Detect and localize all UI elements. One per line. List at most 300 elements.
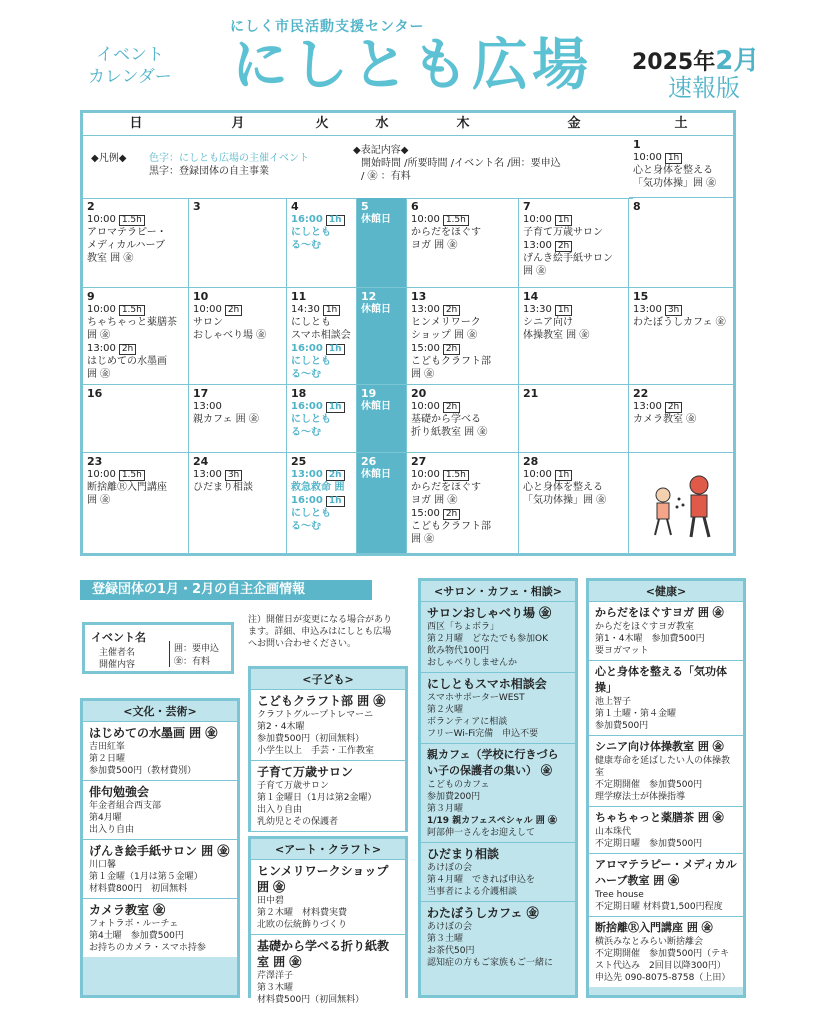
center-name: にしく市民活動支援センター (230, 19, 425, 35)
entry-title: 俳句勉強会 (89, 785, 150, 799)
event-time (87, 303, 184, 316)
duration: 2h (326, 470, 345, 481)
day-cell-5 (357, 198, 407, 288)
key-content: 開催内容 (99, 660, 136, 670)
day-number: 2 (87, 200, 95, 213)
day-cell-1 (629, 136, 733, 198)
event-name: アロマテラピー・ (87, 227, 167, 238)
event-time (411, 303, 514, 316)
event-name-4: 囲 ㊎ (411, 534, 435, 545)
list-item (421, 744, 575, 843)
notice-line-3: へお問い合わせください。 (248, 639, 357, 649)
entry-line: 当事者による介護相談 (427, 887, 518, 897)
legend-yen-line: / ㊎ ：有料 (361, 171, 411, 182)
entry-title: ヒンメリワークショップ 囲 ㊎ (257, 864, 389, 894)
day-cell-21 (519, 385, 629, 453)
day-cell-14 (519, 288, 629, 385)
list-item (83, 722, 237, 781)
event-time-2 (523, 239, 624, 252)
day-number: 24 (193, 455, 209, 468)
day-cell-18 (287, 385, 357, 453)
time: 13:00 (633, 304, 662, 315)
event-name-3: はじめての水墨画 (87, 356, 167, 367)
entry-line: 要ヨガマット (595, 646, 649, 656)
day-number: 9 (87, 290, 95, 303)
event-name: サロン (193, 317, 223, 328)
time: 10:00 (633, 152, 662, 163)
key-fee: ㊎：有料 (174, 657, 211, 667)
day-number: 4 (291, 200, 299, 213)
event-time-2 (411, 507, 514, 520)
entry-title: こどもクラフト部 囲 ㊎ (257, 694, 386, 708)
event-name-2: 「気功体操」囲 ㊎ (523, 495, 607, 506)
legend-content-head: ◆表記内容◆ (353, 145, 409, 156)
duration: 2h (443, 305, 460, 316)
time: 13:00 (291, 469, 323, 480)
day-number: 12 (361, 290, 377, 303)
event-name-2: ヨガ 囲 ㊎ (411, 240, 458, 251)
entry-line: 第３土曜 (427, 934, 464, 944)
time: 13:00 (411, 304, 440, 315)
day-cell-19 (357, 385, 407, 453)
event-name-3: こどもクラフト部 (411, 521, 491, 532)
event-name: ヒンメリワーク (411, 317, 481, 328)
entry-line: 不定期日曜 材料費1,500円程度 (595, 902, 723, 912)
entry-line: 出入り自由 (257, 805, 303, 815)
legend-color-line: 色字：にしとも広場の主催イベント (149, 153, 309, 164)
kids-heading: <子ども> (251, 669, 405, 690)
entry-title: わたぼうしカフェ ㊎ (427, 906, 539, 920)
flash-edition: 速報版 (668, 74, 740, 102)
event-name: シニア向け (523, 317, 573, 328)
duration: 1.5h (119, 305, 145, 316)
time: 10:00 (193, 304, 222, 315)
salon-cafe-box (418, 578, 578, 998)
entry-title: 親カフェ（学校に行きづらい子の保護者の集い） ㊎ (427, 748, 559, 777)
legend-key-box (82, 622, 234, 674)
duration: 1h (555, 305, 572, 316)
day-number: 10 (193, 290, 209, 303)
entry-line: 横浜みなとみらい断捨離会 (595, 937, 704, 947)
time: 13:00 (633, 401, 662, 412)
day-number: 26 (361, 455, 377, 468)
entry-line: 第4土曜 参加費500円 (89, 931, 184, 941)
time: 10:00 (411, 469, 440, 480)
day-number: 5 (361, 200, 369, 213)
closed-label: 休館日 (361, 214, 391, 225)
day-cell-28 (519, 453, 629, 553)
event-name-2: 「気功体操」囲 ㊎ (633, 178, 717, 189)
entry-line: フリーWi-Fi完備 申込不要 (427, 729, 539, 739)
entry-line: 第2・4木曜 (257, 722, 305, 732)
art-craft-box (248, 836, 408, 1005)
duration: 1.5h (119, 215, 145, 226)
time: 10:00 (87, 214, 116, 225)
oni-and-child-illustration (633, 455, 729, 545)
time: 10:00 (523, 469, 552, 480)
entry-title: げんき絵手紙サロン 囲 ㊎ (89, 844, 230, 858)
event-name-2: る〜む (291, 427, 321, 438)
event-name: 救急救命 囲 (291, 482, 345, 493)
event-name: ひだまり相談 (193, 482, 253, 493)
day-number: 21 (523, 387, 539, 400)
day-number: 3 (193, 200, 201, 213)
time: 15:00 (411, 508, 440, 519)
event-name-2: メディカルハーブ (87, 240, 165, 251)
entry-line: 吉田紅峯 (89, 742, 126, 752)
duration: 2h (225, 305, 242, 316)
list-item (589, 602, 743, 661)
event-time: 13:00 (193, 401, 222, 412)
entry-line: あけぼの会 (427, 863, 473, 873)
time: 16:00 (291, 401, 323, 412)
event-time-2 (291, 494, 352, 507)
day-cell-27 (407, 453, 519, 553)
event-name: 心と身体を整える (523, 482, 603, 493)
entry-line: 不定期日曜 参加費500円 (595, 839, 703, 849)
event-name-3: こどもクラフト部 (411, 356, 491, 367)
list-item (83, 899, 237, 957)
salon-heading: <サロン・カフェ・相談> (421, 581, 575, 602)
list-item (589, 661, 743, 736)
entry-line: こどものカフェ (427, 780, 490, 790)
list-item (421, 902, 575, 972)
time: 10:00 (411, 214, 440, 225)
day-header-tue: 火 (287, 113, 357, 136)
duration: 1h (326, 402, 345, 413)
event-time (523, 468, 624, 481)
month-text: 2月 (715, 46, 760, 76)
entry-title: サロンおしゃべり場 ㊎ (427, 606, 552, 620)
entry-line: 第4月曜 (89, 813, 122, 823)
event-name-2: 折り紙教室 囲 ㊎ (411, 427, 488, 438)
legend-black-line: 黒字：登録団体の自主事業 (149, 166, 269, 177)
duration: 1h (555, 470, 572, 481)
section-title-bar: 登録団体の1月・2月の自主企画情報 (80, 580, 372, 600)
closed-label: 休館日 (361, 401, 391, 412)
event-calendar-label (88, 44, 172, 88)
event-time (291, 303, 352, 316)
day-number: 23 (87, 455, 103, 468)
event-name: ちゃちゃっと薬膳茶 (87, 317, 177, 328)
event-time (411, 213, 514, 226)
list-item (83, 781, 237, 840)
time: 10:00 (87, 304, 116, 315)
day-cell-13 (407, 288, 519, 385)
day-cell-15 (629, 288, 733, 385)
event-time (291, 468, 352, 481)
entry-line: 不定期開催 参加費500円 (595, 780, 703, 790)
day-header-sat: 土 (629, 113, 733, 136)
event-name-2: にしとも (291, 508, 331, 519)
day-number: 11 (291, 290, 307, 303)
day-cell-2 (83, 198, 189, 288)
entry-line: 材料費500円（初回無料） (257, 995, 365, 1005)
entry-line: 申込先 090-8075-8758（上田） (595, 973, 731, 983)
duration: 2h (555, 241, 572, 252)
entry-line: 田中碧 (257, 896, 285, 906)
entry-line: 第２火曜 (427, 705, 464, 715)
art-heading: <アート・クラフト> (251, 839, 405, 860)
entry-line: 第１土曜・第４金曜 (595, 709, 677, 719)
list-item (421, 602, 575, 673)
event-name: 基礎から学べる (411, 414, 481, 425)
list-item (251, 761, 405, 831)
entry-line: 出入り自由 (89, 825, 135, 835)
key-right (169, 641, 219, 667)
duration: 2h (119, 344, 136, 355)
day-number: 7 (523, 200, 531, 213)
event-name-2: ショップ 囲 ㊎ (411, 330, 478, 341)
entry-title: にしともスマホ相談会 (427, 677, 547, 691)
entry-line: フォトラボ・ルーチェ (89, 919, 179, 929)
day-cell-11 (287, 288, 357, 385)
entry-line: 理学療法士が体操指導 (595, 792, 686, 802)
event-name: 心と身体を整える (633, 165, 713, 176)
day-cell-12 (357, 288, 407, 385)
event-name-2: 囲 ㊎ (87, 495, 111, 506)
event-name-2: る〜む (291, 240, 321, 251)
time: 10:00 (523, 214, 552, 225)
time: 13:00 (523, 240, 552, 251)
kids-box (248, 666, 408, 832)
day-cell-20 (407, 385, 519, 453)
entry-line: 阿部伸一さんをお迎えして (427, 828, 536, 838)
year-text: 2025年 (632, 50, 716, 75)
duration: 1h (326, 496, 345, 507)
list-item (589, 917, 743, 987)
event-name-4: 囲 ㊎ (87, 369, 111, 380)
entry-line: お持ちのカメラ・スマホ持参 (89, 943, 206, 953)
entry-line: 材料費800円 初回無料 (89, 884, 188, 894)
list-item (421, 843, 575, 902)
notice-line-1: 注）開催日が変更になる場合があり (248, 615, 393, 625)
day-cell-9 (83, 288, 189, 385)
event-name-3: にしとも (291, 356, 331, 367)
day-number: 27 (411, 455, 427, 468)
day-number: 20 (411, 387, 427, 400)
key-organizer: 主催者名 (99, 648, 136, 658)
entry-line: 第２木曜 材料費実費 (257, 908, 348, 918)
day-number: 28 (523, 455, 539, 468)
day-number: 16 (87, 387, 103, 400)
day-cell-22 (629, 385, 733, 453)
day-number: 1 (633, 138, 641, 151)
day-number: 13 (411, 290, 427, 303)
event-name-2: おしゃべり場 ㊎ (193, 330, 267, 341)
entry-line: 芹澤洋子 (257, 971, 294, 981)
entry-line: 第３月曜 (427, 804, 464, 814)
entry-title: 断捨離Ⓡ入門講座 囲 ㊎ (595, 921, 713, 934)
duration: 1h (326, 344, 345, 355)
day-header-thu: 木 (407, 113, 519, 136)
entry-line: 小学生以上 手芸・工作教室 (257, 746, 375, 756)
event-name: 断捨離Ⓡ入門講座 (87, 482, 167, 493)
day-number: 8 (633, 200, 641, 213)
time: 13:00 (87, 343, 116, 354)
event-time (633, 400, 729, 413)
day-cell-3 (189, 198, 287, 288)
duration: 2h (443, 402, 460, 413)
entry-title: はじめての水墨画 囲 ㊎ (89, 726, 218, 740)
entry-line: スマホサポーターWEST (427, 693, 525, 703)
closed-label: 休館日 (361, 304, 391, 315)
event-name: わたぼうしカフェ ㊎ (633, 317, 726, 328)
event-time-2 (291, 342, 352, 355)
key-title: イベント名 (91, 631, 146, 644)
day-number: 15 (633, 290, 649, 303)
page-title: にしとも広場 (232, 33, 592, 98)
time: 13:00 (193, 469, 222, 480)
event-name: 子育て万歳サロン (523, 227, 603, 238)
duration: 1.5h (119, 470, 145, 481)
duration: 1h (665, 153, 682, 164)
entry-line: 第１金曜日（1月は第2金曜） (257, 793, 377, 803)
entry-line: 乳幼児とその保護者 (257, 817, 339, 827)
entry-line: 第４月曜 できれば申込を (427, 875, 536, 885)
event-name: にしとも (291, 414, 331, 425)
duration: 1h (555, 215, 572, 226)
event-name: 親カフェ 囲 ㊎ (193, 414, 259, 425)
duration: 1h (326, 215, 345, 226)
day-number: 18 (291, 387, 307, 400)
event-time (291, 400, 352, 413)
day-cell-6 (407, 198, 519, 288)
health-heading: <健康> (589, 581, 743, 602)
event-time (291, 213, 352, 226)
entry-line: 西区「ちょボラ」 (427, 622, 500, 632)
day-number: 17 (193, 387, 209, 400)
list-item (251, 935, 405, 1009)
duration: 1.5h (443, 215, 469, 226)
duration: 3h (225, 470, 242, 481)
time: 16:00 (291, 343, 323, 354)
entry-line: あけぼの会 (427, 922, 473, 932)
entry-title: 基礎から学べる折り紙教室 囲 ㊎ (257, 939, 390, 969)
day-cell-7 (519, 198, 629, 288)
time: 14:30 (291, 304, 320, 315)
entry-title: ちゃちゃっと薬膳茶 囲 ㊎ (595, 811, 724, 824)
list-item (251, 860, 405, 935)
event-name-3: 教室 囲 ㊎ (87, 253, 134, 264)
day-header-fri: 金 (519, 113, 629, 136)
event-name-2: げんき絵手紙サロン (523, 253, 613, 264)
entry-line: お茶代50円 (427, 946, 475, 956)
entry-line: 参加費500円（初回無料） (257, 734, 365, 744)
duration: 3h (665, 305, 682, 316)
day-cell-24 (189, 453, 287, 553)
entry-line: 第２月曜 どなたでも参加OK (427, 634, 548, 644)
day-number: 19 (361, 387, 377, 400)
illustration-cell (629, 453, 733, 553)
event-time (87, 468, 184, 481)
event-name-4: る〜む (291, 369, 321, 380)
event-name: カメラ教室 ㊎ (633, 414, 697, 425)
day-cell-4 (287, 198, 357, 288)
health-box (586, 578, 746, 998)
list-item (421, 673, 575, 744)
day-header-mon: 月 (189, 113, 287, 136)
event-name: からだをほぐす (411, 482, 481, 493)
event-name-2: ヨガ 囲 ㊎ (411, 495, 458, 506)
list-item (589, 854, 743, 917)
event-time (87, 213, 184, 226)
event-time (633, 151, 729, 164)
event-name-3: る〜む (291, 521, 321, 532)
entry-line: 第２日曜 (89, 754, 126, 764)
event-name-2: 囲 ㊎ (87, 330, 111, 341)
key-application: 囲：要申込 (174, 644, 220, 654)
list-item (589, 807, 743, 854)
event-time-2 (411, 342, 514, 355)
entry-title: ひだまり相談 (427, 847, 500, 861)
time: 16:00 (291, 495, 323, 506)
entry-line: 第1・4木曜 参加費500円 (595, 634, 705, 644)
event-time (633, 303, 729, 316)
list-item (251, 690, 405, 761)
day-number: 14 (523, 290, 539, 303)
duration: 2h (443, 509, 460, 520)
duration: 2h (665, 402, 682, 413)
entry-line: 子育て万歳サロン (257, 781, 330, 791)
list-item (589, 736, 743, 807)
legend-content-line: 開始時間 /所要時間 /イベント名 /囲：要申込 (361, 158, 561, 169)
day-header-wed: 水 (357, 113, 407, 136)
event-label-line2: カレンダー (88, 67, 172, 87)
day-cell-16 (83, 385, 189, 453)
entry-line: 不定期開催 参加費500円（テキスト代込み 2回目以降300円） (595, 949, 730, 971)
day-cell-17 (189, 385, 287, 453)
list-item (83, 840, 237, 899)
event-time (411, 468, 514, 481)
entry-line: 第１金曜（1月は第５金曜） (89, 872, 203, 882)
entry-title: シニア向け体操教室 囲 ㊎ (595, 740, 724, 753)
entry-line: 参加費500円 (595, 721, 649, 731)
event-name-4: 囲 ㊎ (411, 369, 435, 380)
duration: 2h (443, 344, 460, 355)
entry-title: からだをほぐすヨガ 囲 ㊎ (595, 606, 724, 619)
entry-line: Tree house (595, 890, 644, 900)
event-time (411, 400, 514, 413)
entry-line: 参加費500円（教材費別） (89, 766, 197, 776)
entry-title: カメラ教室 ㊎ (89, 903, 166, 917)
entry-line: 健康寿命を延ばしたい人の体操教室 (595, 756, 731, 778)
entry-line: 川口馨 (89, 860, 117, 870)
time: 10:00 (411, 401, 440, 412)
entry-line: 認知症の方もご家族もご一緒に (427, 958, 554, 968)
day-number: 25 (291, 455, 307, 468)
notice-line-2: ます。詳細、申込みはにしとも広場 (248, 627, 392, 637)
entry-line: 池上智子 (595, 697, 632, 707)
entry-title: アロマテラピー・メディカルハーブ教室 囲 ㊎ (595, 858, 737, 887)
event-time (523, 303, 624, 316)
day-cell-25 (287, 453, 357, 553)
event-name-2: スマホ相談会 (291, 330, 351, 341)
event-time (523, 213, 624, 226)
event-time (193, 303, 282, 316)
event-time-2 (87, 342, 184, 355)
entry-line: ボランティアに相談 (427, 717, 508, 727)
time: 16:00 (291, 214, 323, 225)
closed-label: 休館日 (361, 469, 391, 480)
culture-heading: <文化・芸術> (83, 701, 237, 722)
day-cell-8 (629, 198, 733, 288)
event-name: からだをほぐす (411, 227, 481, 238)
day-cell-23 (83, 453, 189, 553)
day-cell-26 (357, 453, 407, 553)
culture-box (80, 698, 240, 998)
day-header-sun: 日 (83, 113, 189, 136)
